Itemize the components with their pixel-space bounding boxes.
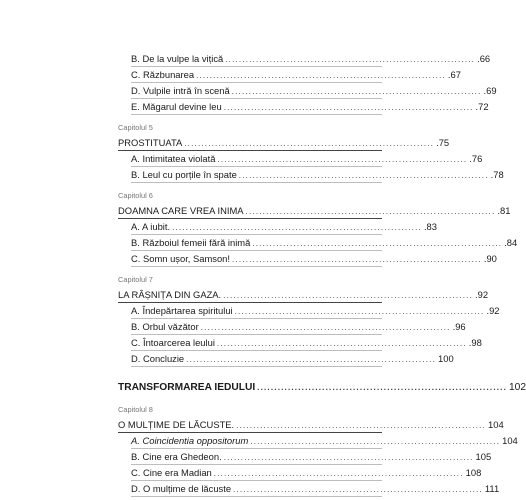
toc-entry-title: D. O mulțime de lăcuste: [131, 483, 232, 494]
toc-entry-title: B. Războiul femeii fără inimă: [131, 237, 251, 248]
toc-entry-title: B. Cine era Ghedeon.: [131, 451, 222, 462]
chapter-page: 104: [488, 419, 504, 430]
toc-entry-title: A. Coincidentia oppositorum: [131, 435, 249, 446]
chapter-entry: [118, 135, 450, 151]
toc-entry: [131, 51, 491, 67]
chapter-page: .92: [475, 289, 489, 300]
toc-entry: [131, 151, 483, 167]
toc-entry-page: .69: [483, 85, 497, 96]
toc-entry-title: C. Răzbunarea: [131, 69, 195, 80]
toc-entry-page: .92: [486, 305, 500, 316]
toc-entry-page: .67: [447, 69, 461, 80]
chapter-title: PROSTITUATA: [118, 137, 183, 148]
toc-entry-title: C. Întoarcerea leului: [131, 337, 215, 348]
toc-entry: [131, 465, 482, 481]
toc-entry-page: .76: [469, 153, 483, 164]
toc-entry: [131, 319, 466, 335]
dot-leader: .........................................................................: [172, 223, 422, 232]
toc-entry: [131, 167, 504, 183]
chapter-label: Capitolul 7: [118, 275, 153, 284]
chapter-title: O MULȚIME DE LĂCUSTE.: [118, 419, 235, 430]
part-title: TRANSFORMAREA IEDULUI: [118, 382, 256, 393]
toc-entry: [131, 251, 497, 267]
toc-entry-title: A. Îndepărtarea spiritului: [131, 305, 233, 316]
toc-entry-page: .84: [504, 237, 518, 248]
dot-leader: .........................................................................: [213, 469, 464, 478]
chapter-title: LA RÂȘNIȚA DIN GAZA.: [118, 289, 222, 300]
dot-leader: .........................................................................: [233, 485, 483, 494]
toc-entry: [131, 235, 518, 251]
chapter-entry: [118, 287, 489, 303]
toc-entry-title: A. Intimitatea violată: [131, 153, 216, 164]
toc-entry-title: B. De la vulpe la vițică: [131, 53, 224, 64]
dot-leader: .........................................................................: [186, 355, 437, 364]
toc-entry-page: 105: [475, 451, 492, 462]
toc-entry-page: 108: [465, 467, 482, 478]
toc-entry: [131, 67, 461, 83]
toc-entry: [131, 351, 454, 367]
dot-leader: .........................................................................: [231, 87, 482, 96]
toc-entry: [131, 99, 489, 115]
part-page: 102: [509, 382, 526, 393]
toc-entry-page: .90: [483, 253, 497, 264]
dot-leader: .........................................................................: [200, 323, 451, 332]
chapter-label: Capitolul 6: [118, 191, 153, 200]
chapter-title: DOAMNA CARE VREA INIMA: [118, 205, 244, 216]
toc-entry-page: 104: [502, 435, 518, 446]
dot-leader: .........................................................................: [223, 103, 474, 112]
part-entry: [118, 379, 526, 397]
toc-entry-page: .72: [475, 101, 489, 112]
dot-leader: .........................................................................: [216, 339, 467, 348]
chapter-page: .75: [436, 137, 450, 148]
toc-entry-page: 100: [438, 353, 454, 364]
dot-leader: .........................................................................: [232, 255, 482, 264]
toc-entry-page: .98: [468, 337, 482, 348]
dot-leader: .........................................................................: [252, 239, 503, 248]
toc-entry: [131, 303, 500, 319]
toc-entry-title: D. Concluzie: [131, 353, 185, 364]
chapter-entry: [118, 203, 511, 219]
toc-entry: [131, 481, 500, 497]
table-of-contents: [118, 51, 526, 497]
chapter-page: .81: [497, 205, 511, 216]
chapter-label: Capitolul 5: [118, 123, 153, 132]
dot-leader: .........................................................................: [238, 171, 489, 180]
toc-entry-title: C. Somn ușor, Samson!: [131, 253, 230, 264]
toc-entry: [131, 335, 482, 351]
dot-leader: .........................................................................: [223, 291, 474, 300]
dot-leader: .........................................................................: [184, 139, 435, 148]
dot-leader: .........................................................................: [217, 155, 468, 164]
toc-entry-page: 111: [484, 483, 500, 494]
toc-entry-title: A. A iubit.: [131, 221, 171, 232]
toc-entry: [131, 433, 518, 449]
dot-leader: .........................................................................: [196, 71, 446, 80]
toc-entry-page: .66: [477, 53, 491, 64]
chapter-label: Capitolul 8: [118, 405, 153, 414]
toc-entry: [131, 83, 497, 99]
toc-entry: [131, 219, 437, 235]
dot-leader: .........................................................................: [245, 207, 496, 216]
toc-entry-page: .96: [452, 321, 466, 332]
toc-entry: [131, 449, 492, 465]
dot-leader: .........................................................................: [234, 307, 485, 316]
dot-leader: .........................................................................: [257, 383, 508, 392]
dot-leader: .........................................................................: [225, 55, 476, 64]
toc-entry-title: C. Cine era Madian: [131, 467, 212, 478]
toc-entry-page: .78: [490, 169, 504, 180]
toc-entry-page: .83: [423, 221, 437, 232]
dot-leader: .........................................................................: [223, 453, 474, 462]
chapter-entry: [118, 417, 504, 433]
toc-entry-title: B. Leul cu porțile în spate: [131, 169, 237, 180]
toc-entry-title: E. Măgarul devine leu: [131, 101, 222, 112]
toc-entry-title: B. Orbul văzător: [131, 321, 199, 332]
toc-entry-title: D. Vulpile intră în scenă: [131, 85, 230, 96]
dot-leader: .........................................................................: [236, 421, 487, 430]
dot-leader: .........................................................................: [250, 437, 501, 446]
